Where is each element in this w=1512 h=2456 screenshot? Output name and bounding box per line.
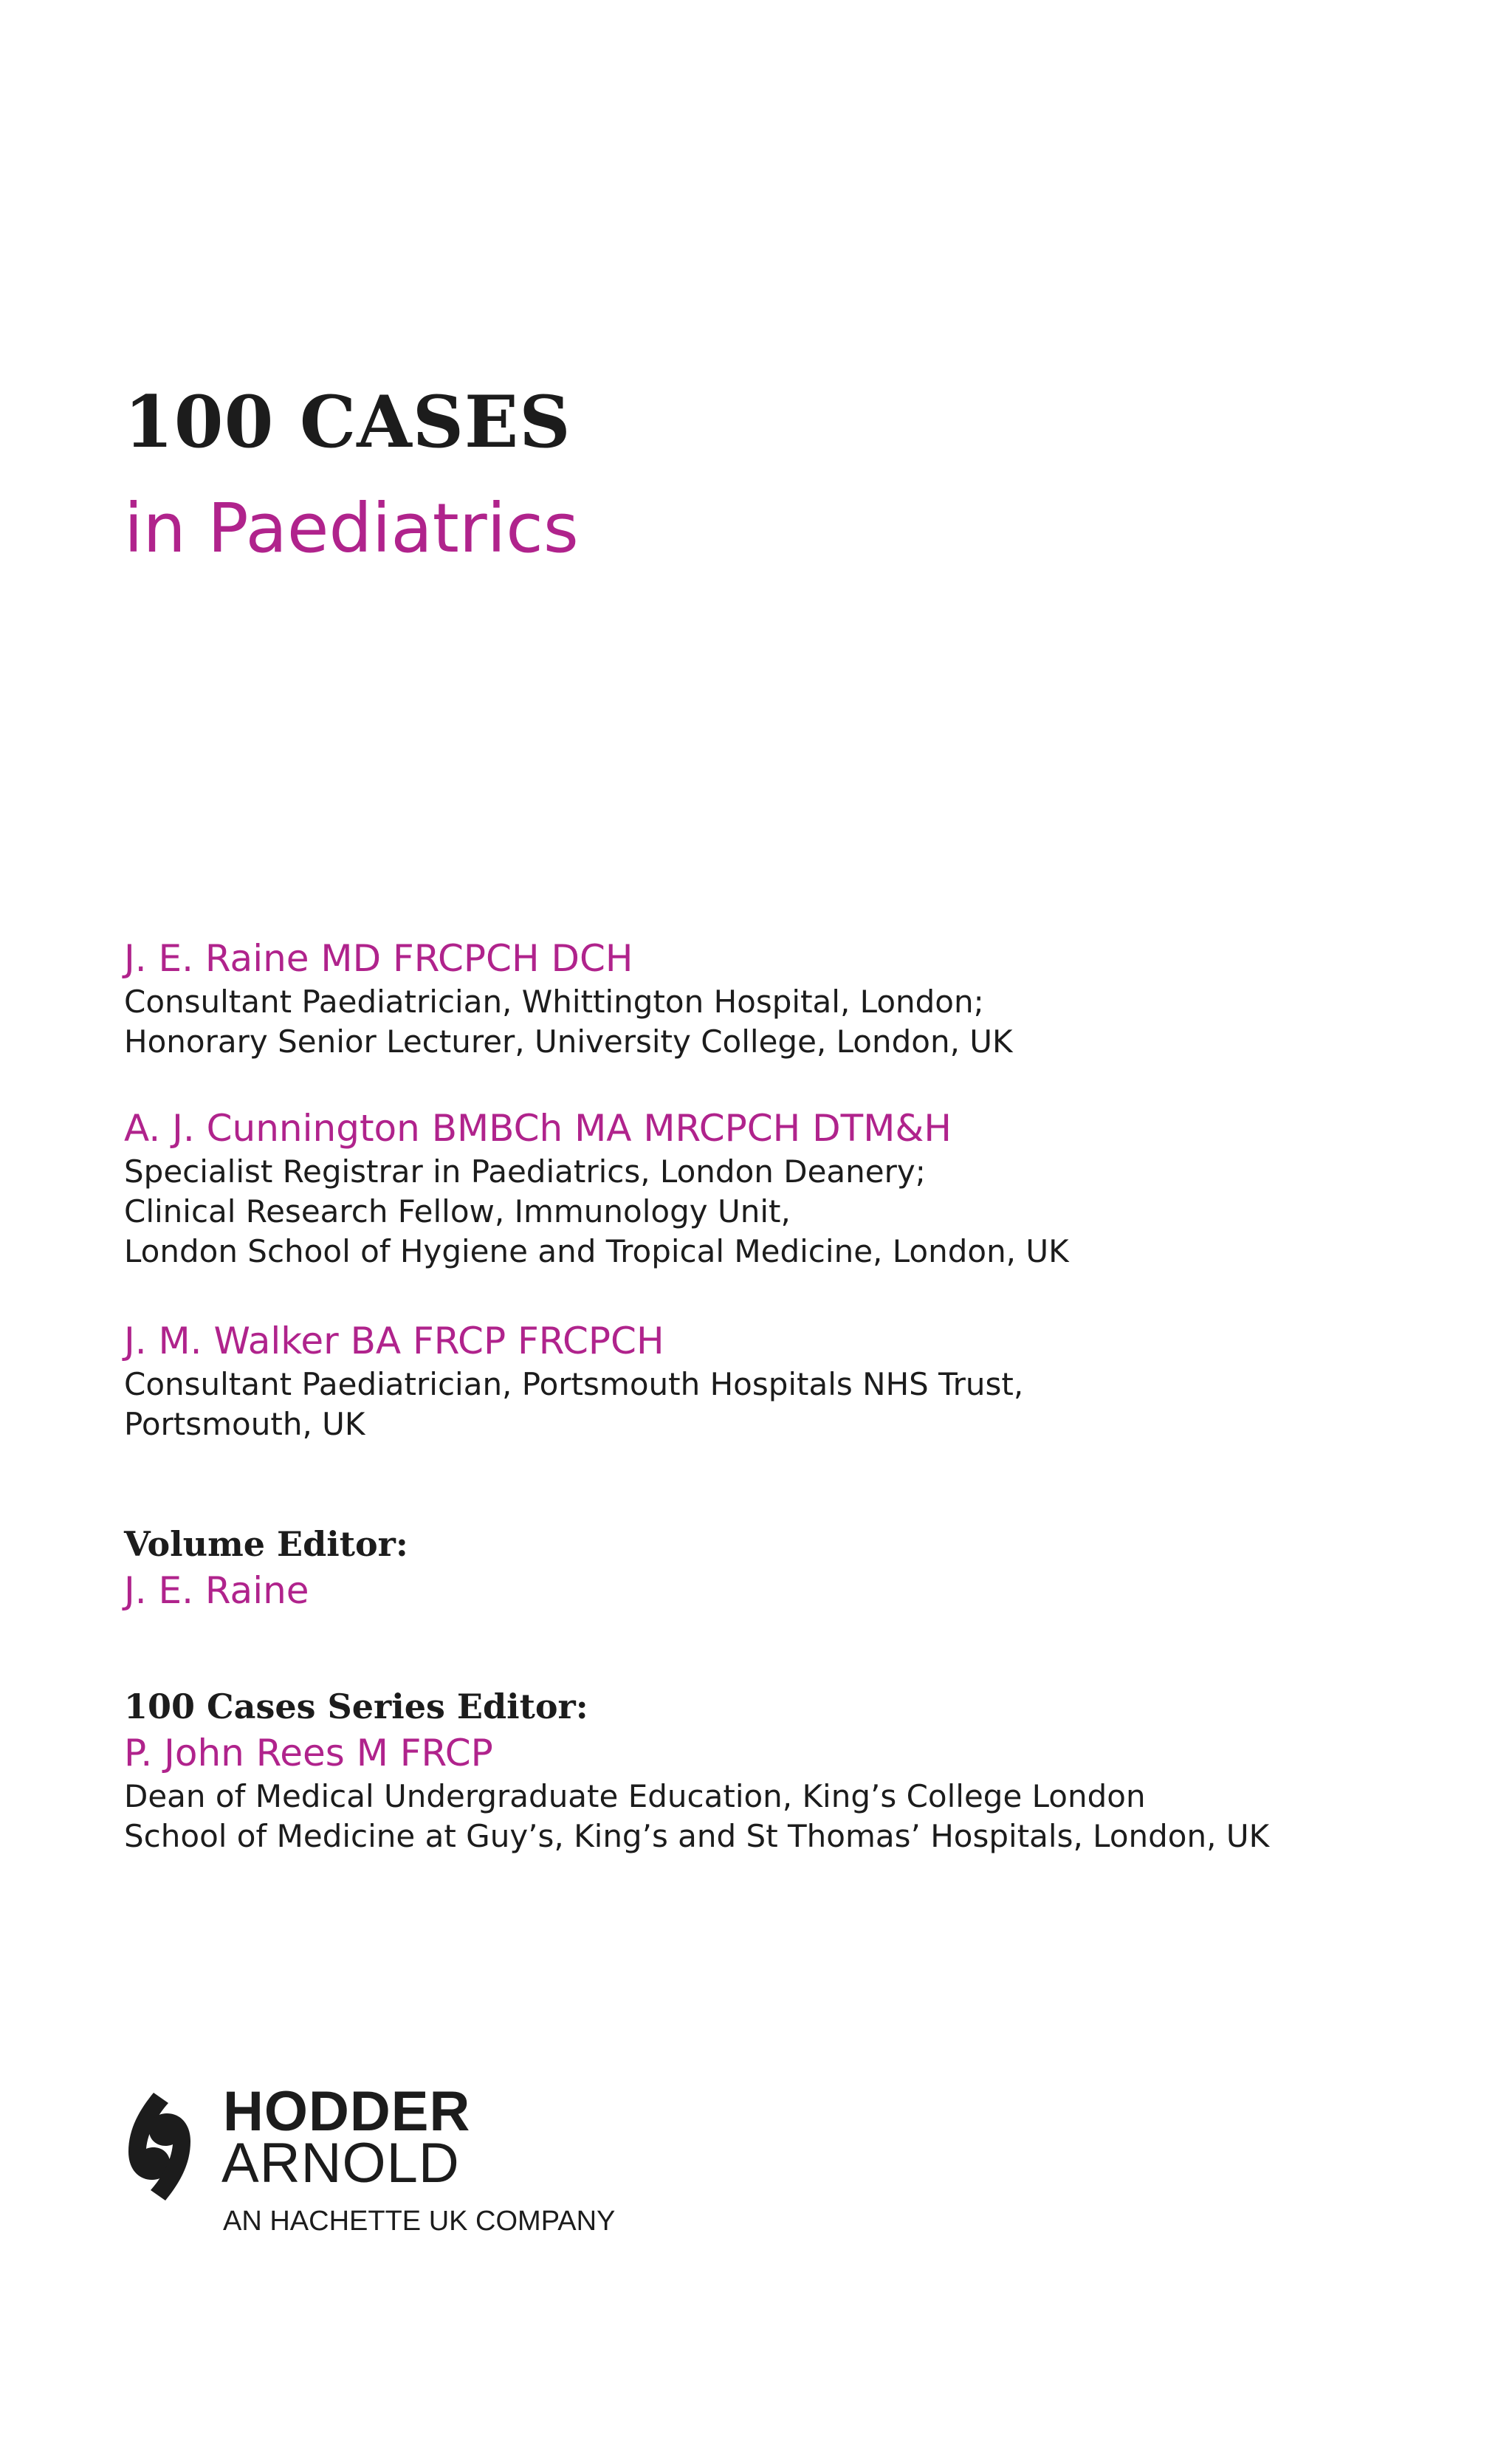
book-subtitle: in Paediatrics <box>124 489 579 568</box>
publisher-name-line2: ARNOLD <box>221 2132 460 2195</box>
series-editor-affiliation-line: Dean of Medical Undergraduate Education, King’s College London <box>124 1778 1146 1814</box>
book-title: 100 CASES <box>124 380 571 464</box>
author-affiliation-line: Specialist Registrar in Paediatrics, London Deanery; <box>124 1153 926 1190</box>
author-affiliation-line: Consultant Paediatrician, Whittington Hospital, London; <box>124 984 984 1020</box>
author-affiliation-line: Clinical Research Fellow, Immunology Unit, <box>124 1193 791 1229</box>
publisher-logo <box>123 2082 684 2245</box>
series-editor-block <box>124 1684 1453 1856</box>
series-editor-affiliation-line: School of Medicine at Guy’s, King’s and St Thomas’ Hospitals, London, UK <box>124 1818 1270 1854</box>
author-name: A. J. Cunnington BMBCh MA MRCPCH DTM&H <box>124 1107 952 1150</box>
author-block-cunnington <box>124 1105 1453 1272</box>
author-affiliation-line: Portsmouth, UK <box>124 1406 365 1442</box>
author-affiliation-line: London School of Hygiene and Tropical Medicine, London, UK <box>124 1233 1069 1269</box>
author-name: J. M. Walker BA FRCP FRCPCH <box>124 1320 664 1362</box>
volume-editor-heading: Volume Editor: <box>124 1524 408 1564</box>
publisher-name-line1: HODDER <box>223 2080 471 2143</box>
series-editor-name: P. John Rees M FRCP <box>124 1732 493 1774</box>
author-name: J. E. Raine MD FRCPCH DCH <box>124 937 633 980</box>
hodder-quote-mark-icon <box>123 2090 204 2208</box>
author-affiliation-line: Honorary Senior Lecturer, University College, London, UK <box>124 1023 1013 1060</box>
publisher-tagline: AN HACHETTE UK COMPANY <box>223 2206 616 2237</box>
series-editor-heading: 100 Cases Series Editor: <box>124 1687 588 1726</box>
author-block-raine <box>124 935 1453 1062</box>
volume-editor-block <box>124 1521 1453 1614</box>
volume-editor-name: J. E. Raine <box>124 1569 309 1612</box>
author-block-walker <box>124 1317 1453 1444</box>
author-affiliation-line: Consultant Paediatrician, Portsmouth Hospitals NHS Trust, <box>124 1366 1024 1402</box>
